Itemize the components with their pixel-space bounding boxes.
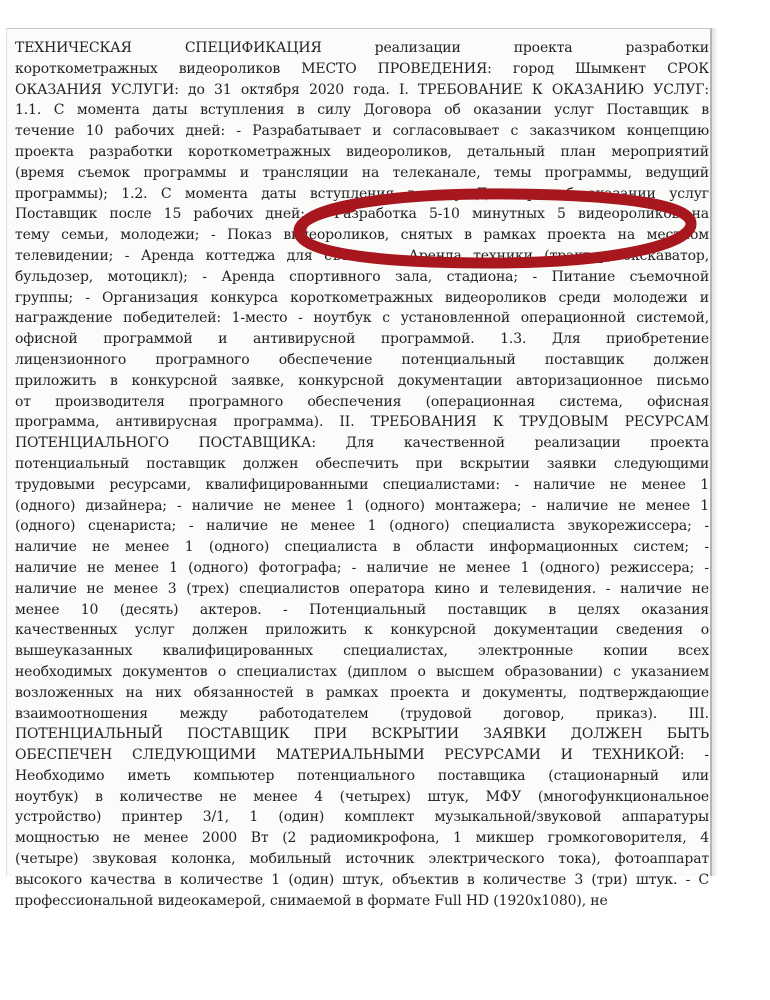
text-line: возложенных на них обязанностей в рамках проекта и документы, подтверждающие	[15, 684, 709, 701]
specification-text	[15, 38, 709, 911]
text-line: ТЕХНИЧЕСКАЯ СПЕЦИФИКАЦИЯ реализации проекта разработки	[15, 40, 709, 56]
page-edge-shadow	[712, 28, 718, 876]
text-line: потенциальный поставщик должен обеспечить при вскрытии заявки следующими	[15, 455, 709, 472]
text-line: ОБЕСПЕЧЕН СЛЕДУЮЩИМИ МАТЕРИАЛЬНЫМИ РЕСУРСАМИ И ТЕХНИКОЙ: -	[15, 747, 709, 764]
text-line: программы); 1.2. С момента даты вступления в силу Договора об оказании услуг	[15, 185, 709, 202]
text-line: профессиональной видеокамерой, снимаемой в формате Full HD (1920x1080), не	[15, 892, 608, 909]
text-line: офисной программой и антивирусной программой. 1.3. Для приобретение	[15, 331, 709, 348]
text-line: трудовыми ресурсами, квалифицированными специалистами: - наличие не менее 1	[15, 476, 709, 493]
document-page	[6, 28, 712, 909]
text-line: взаимоотношения между работодателем (трудовой договор, приказ). III.	[15, 705, 709, 722]
text-line: бульдозер, мотоцикл); - Аренда спортивного зала, стадиона; - Питание съемочной	[15, 268, 709, 285]
text-line: 1.1. С момента даты вступления в силу Договора об оказании услуг Поставщик в	[15, 102, 709, 119]
text-line: короткометражных видеороликов МЕСТО ПРОВЕДЕНИЯ: город Шымкент СРОК	[15, 60, 709, 77]
text-line: необходимых документов о специалистах (диплом о высшем образовании) с указанием	[15, 663, 709, 680]
text-line: приложить в конкурсной заявке, конкурсной документации авторизационное письмо	[15, 372, 709, 389]
text-line: телевидении; - Аренда коттеджа для съемок; - Аренда техники (трактор, экскаватор,	[15, 247, 709, 264]
text-line: течение 10 рабочих дней: - Разрабатывает и согласовывает с заказчиком концепцию	[15, 123, 709, 140]
text-line: наличие не менее 1 (одного) фотографа; - наличие не менее 1 (одного) режиссера; -	[15, 559, 709, 576]
text-line: Поставщик после 15 рабочих дней: - Разработка 5-10 минутных 5 видеороликов на	[15, 206, 709, 223]
text-line: от производителя програмного обеспечения (операционная система, офисная	[15, 393, 709, 410]
text-line: ОКАЗАНИЯ УСЛУГИ: до 31 октября 2020 года. I. ТРЕБОВАНИЕ К ОКАЗАНИЮ УСЛУГ:	[15, 81, 709, 98]
text-line: ПОТЕНЦИАЛЬНЫЙ ПОСТАВЩИК ПРИ ВСКРЫТИИ ЗАЯВКИ ДОЛЖЕН БЫТЬ	[15, 726, 709, 743]
text-line: тему семьи, молодежи; - Показ видеороликов, снятых в рамках проекта на местном	[15, 227, 709, 244]
text-line: (четыре) звуковая колонка, мобильный источник электрического тока), фотоаппарат	[15, 851, 709, 868]
text-line: вышеуказанных квалифицированных специалистах, электронные копии всех	[15, 643, 709, 660]
text-line: наличие не менее 3 (трех) специалистов оператора кино и телевидения. - наличие не	[15, 580, 709, 597]
text-line: менее 10 (десять) актеров. - Потенциальный поставщик в целях оказания	[15, 601, 709, 618]
text-line: лицензионного програмного обеспечение потенциальный поставщик должен	[15, 351, 709, 368]
text-line: программа, антивирусная программа). II. ТРЕБОВАНИЯ К ТРУДОВЫМ РЕСУРСАМ	[15, 414, 709, 431]
text-line: наличие не менее 1 (одного) специалиста в области информационных систем; -	[15, 539, 709, 556]
text-line: (время съемок программы и трансляции на телеканале, темы программы, ведущий	[15, 164, 709, 181]
text-line: устройство) принтер 3/1, 1 (один) комплект музыкальной/звуковой аппаратуры	[15, 809, 709, 826]
text-line: Необходимо иметь компьютер потенциального поставщика (стационарный или	[15, 767, 709, 784]
text-line: мощностью не менее 2000 Вт (2 радиомикрофона, 1 микшер громкоговорителя, 4	[15, 830, 709, 847]
text-line: ноутбук) в количестве не менее 4 (четырех) штук, МФУ (многофункциональное	[15, 788, 709, 805]
text-line: ПОТЕНЦИАЛЬНОГО ПОСТАВЩИКА: Для качественной реализации проекта	[15, 435, 709, 452]
text-line: (одного) сценариста; - наличие не менее 1 (одного) специалиста звукорежиссера; -	[15, 518, 709, 535]
text-line: группы; - Организация конкурса короткометражных видеороликов среди молодежи и	[15, 289, 709, 306]
text-line: качественных услуг должен приложить к конкурсной документации сведения о	[15, 622, 709, 639]
text-line: высокого качества в количестве 1 (один) штук, объектив в количестве 3 (три) штук. - С	[15, 871, 709, 888]
text-line: награждение победителей: 1-место - ноутбук с установленной операционной системой,	[15, 310, 709, 327]
text-line: (одного) дизайнера; - наличие не менее 1 (одного) монтажера; - наличие не менее 1	[15, 497, 709, 514]
text-line: проекта разработки короткометражных видеороликов, детальный план мероприятий	[15, 143, 709, 160]
